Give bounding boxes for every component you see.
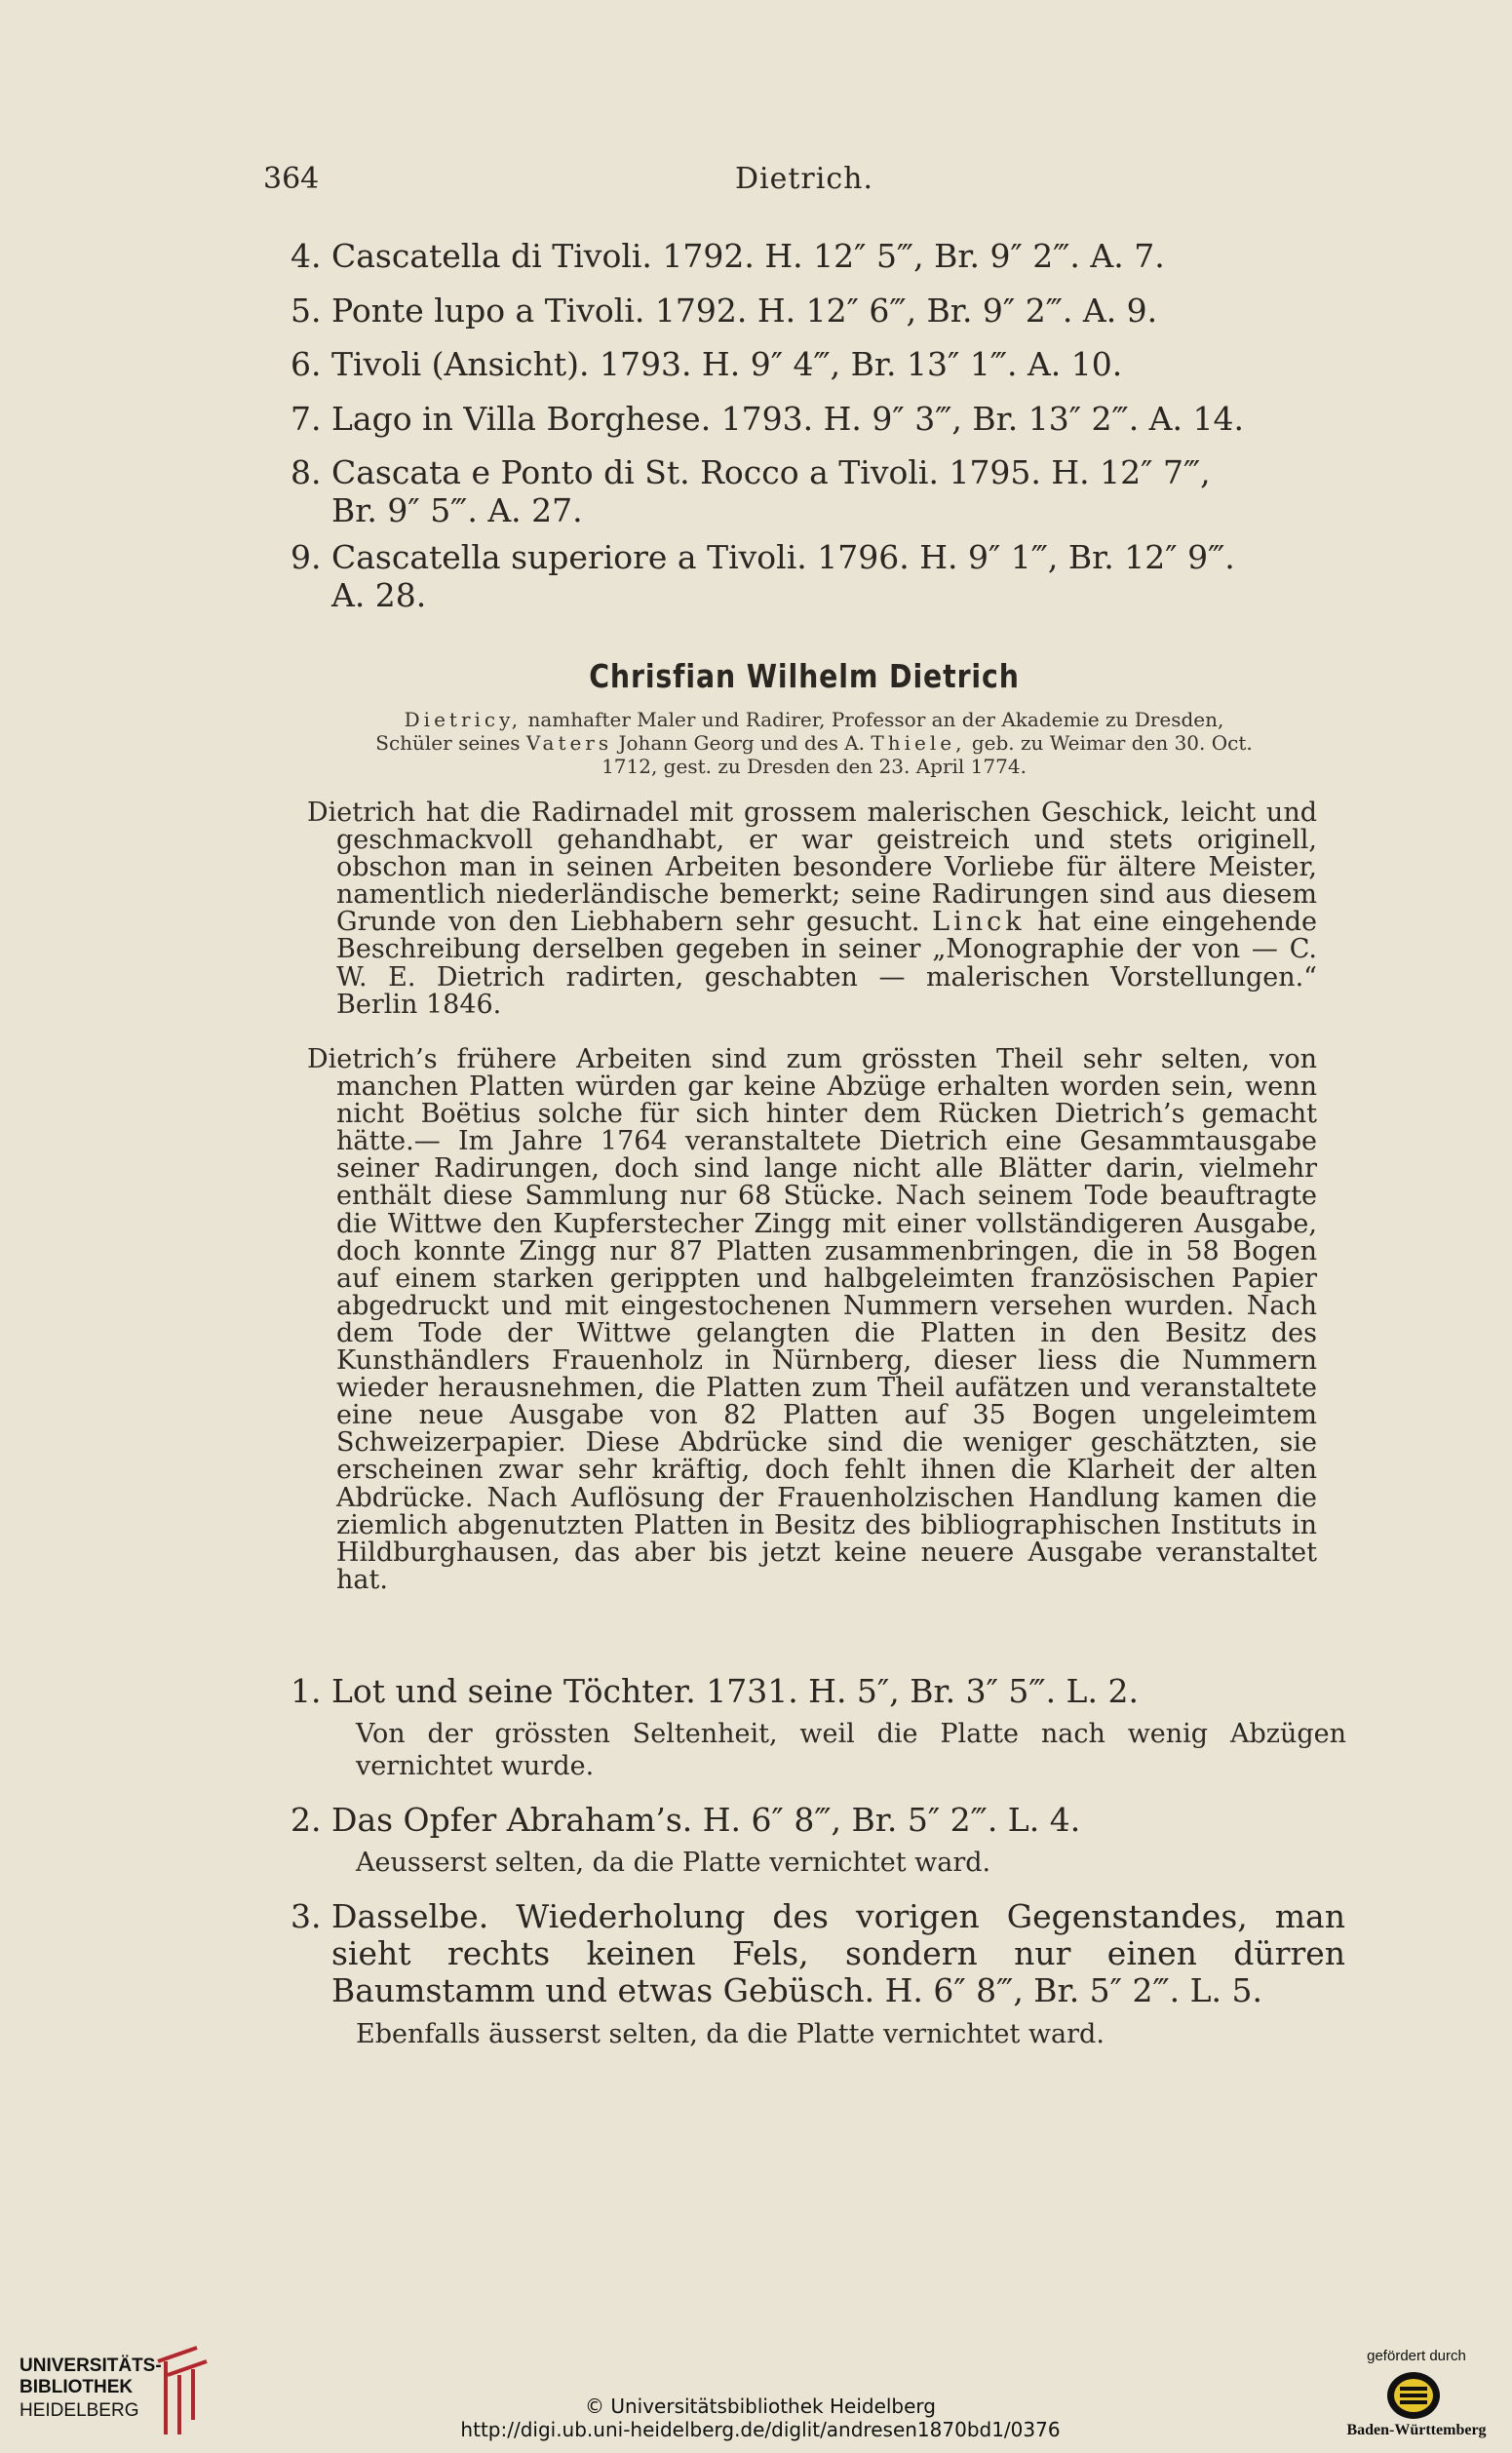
bio-line [322, 731, 1306, 755]
copyright: © Universitätsbibliothek Heidelberg [584, 2395, 936, 2418]
library-name-line: BIBLIOTHEK [19, 2377, 134, 2397]
state-emblem-icon [1384, 2369, 1443, 2422]
paragraph-text: hat eine eingehende Beschreibung derselben gegeben in seiner „Monographie der von — C. W. E. Dietrich radirten, geschabten — malerischen Vorstellungen.“ Berlin 1846. [336, 907, 1317, 1020]
bio-line [322, 708, 1306, 731]
paragraph: Dietrich’s frühere Arbeiten sind zum grössten Theil sehr selten, von manchen Platten würden gar keine Abzüge erhalten worden sein, wenn nicht Boëtius solche für sich hinter dem Rücken Dietrich’s gemacht hätte.— Im Jahre 1764 veranstaltete Dietrich eine Gesammtausgabe seiner Radirungen, doch sind lange nicht alle Blätter darin, vielmehr enthält diese Sammlung nur 68 Stücke. Nach seinem Tode beauftragte die Wittwe den Kupferstecher Zingg mit einer vollständigeren Ausgabe, doch konnte Zingg nur 87 Platten zusammenbringen, die in 58 Bogen auf einem starken gerippten und halbgeleimten französischen Papier abgedruckt und mit eingestochenen Nummern versehen wurden. Nach dem Tode der Wittwe gelangten die Platten in den Besitz des Kunsthändlers Frauenholz in Nürnberg, dieser liess die Nummern wieder herausnehmen, die Platten zum Theil aufätzen und veranstaltete eine neue Ausgabe von 82 Platten auf 35 Bogen ungeleimtem Schweizerpapier. Diese Abdrücke sind die weniger geschätzten, sie erscheinen zwar sehr kräftig, doch fehlt ihnen die Klarheit der alten Abdrücke. Nach Auflösung der Frauenholzischen Handlung kamen die ziemlich abgenutzten Platten in Besitz des bibliographischen Instituts in Hildburghausen, das aber bis jetzt keine neuere Ausgabe veranstaltet hat. [307, 1044, 1317, 1595]
entry-text-continued: A. 28. [331, 576, 427, 614]
section-title: Chrisfian Wilhelm Dietrich [589, 657, 1020, 695]
entry-text: Ponte lupo a Tivoli. 1792. H. 12″ 6‴, Br. 9″ 2‴. A. 9. [331, 292, 1158, 330]
entry-text: Cascata e Ponto di St. Rocco a Tivoli. 1795. H. 12″ 7‴, [331, 453, 1211, 491]
bio-spaced-word: Thiele, [871, 731, 966, 755]
permalink[interactable]: http://digi.ub.uni-heidelberg.de/diglit/andresen1870bd1/0376 [460, 2418, 1061, 2441]
bio-text: Johann Georg und des A. [618, 731, 866, 755]
bio-text: geb. zu Weimar den 30. Oct. [971, 731, 1253, 755]
artist-bio [322, 708, 1306, 778]
entry-number: 3. [291, 1897, 322, 1935]
entry-text: Tivoli (Ansicht). 1793. H. 9″ 4‴, Br. 13″ 1‴. A. 10. [331, 345, 1123, 383]
library-name [19, 2356, 162, 2398]
entry-text: Cascatella superiore a Tivoli. 1796. H. 9″ 1‴, Br. 12″ 9‴. [331, 538, 1235, 576]
entry-text: Lago in Villa Borghese. 1793. H. 9″ 3‴, Br. 13″ 2‴. A. 14. [331, 400, 1244, 438]
entry-number: 1. [291, 1672, 322, 1710]
entry-number: 9. [291, 538, 322, 576]
bio-name: Dietricy, [404, 708, 523, 731]
entry-text-continued: Br. 9″ 5‴. A. 27. [331, 491, 583, 529]
footer-credits [322, 2395, 1199, 2441]
entry-note: Ebenfalls äusserst selten, da die Platte vernichtet ward. [356, 2019, 1105, 2049]
entry-note: Aeusserst selten, da die Platte vernichtet ward. [356, 1848, 991, 1878]
funded-by-label: gefördert durch [1367, 2348, 1466, 2364]
page-number: 364 [263, 162, 320, 196]
entry-title: Lot und seine Töchter. 1731. H. 5″, Br. 3″ 5‴. L. 2. [331, 1672, 1139, 1710]
entry-number: 8. [291, 453, 322, 491]
entry-number: 6. [291, 345, 322, 383]
bio-text: Schüler seines [375, 731, 521, 755]
entry-number: 5. [291, 292, 322, 330]
entry-number: 4. [291, 237, 322, 275]
entry-note: Von der grössten Seltenheit, weil die Platte nach wenig Abzügen vernichtet wurde. [356, 1719, 1346, 1781]
paragraph [307, 799, 1317, 1019]
running-title: Dietrich. [734, 162, 874, 196]
library-name-line: UNIVERSITÄTS- [19, 2356, 162, 2376]
funder-name: Baden-Württemberg [1346, 2422, 1487, 2438]
entry-number: 2. [291, 1801, 322, 1839]
paragraph-spaced-word: Linck [932, 907, 1026, 938]
entry-title: Das Opfer Abraham’s. H. 6″ 8‴, Br. 5″ 2‴. L. 4. [331, 1801, 1081, 1839]
page-header [263, 162, 1345, 201]
bio-text: namhafter Maler und Radirer, Professor an der Akademie zu Dresden, [527, 708, 1224, 731]
bio-spaced-word: Vaters [525, 731, 613, 755]
bio-line: 1712, gest. zu Dresden den 23. April 1774. [601, 755, 1027, 778]
paragraph-text: Dietrich hat die Radirnadel mit grossem malerischen Geschick, leicht und geschmackvoll gehandhabt, er war geistreich und stets originell, obschon man in seinen Arbeiten besondere Vorliebe für ältere Meister, namentlich niederländische bemerkt; seine Radirungen sind aus diesem Grunde von den Liebhabern sehr gesucht. [307, 798, 1317, 938]
entry-title: Dasselbe. Wiederholung des vorigen Gegenstandes, man sieht rechts keinen Fels, sondern nur einen dürren Baumstamm und etwas Gebüsch. H. 6″ 8‴, Br. 5″ 2‴. L. 5. [331, 1897, 1345, 2009]
library-city: HEIDELBERG [19, 2400, 139, 2421]
entry-number: 7. [291, 400, 322, 438]
entry-text: Cascatella di Tivoli. 1792. H. 12″ 5‴, Br. 9″ 2‴. A. 7. [331, 237, 1165, 275]
